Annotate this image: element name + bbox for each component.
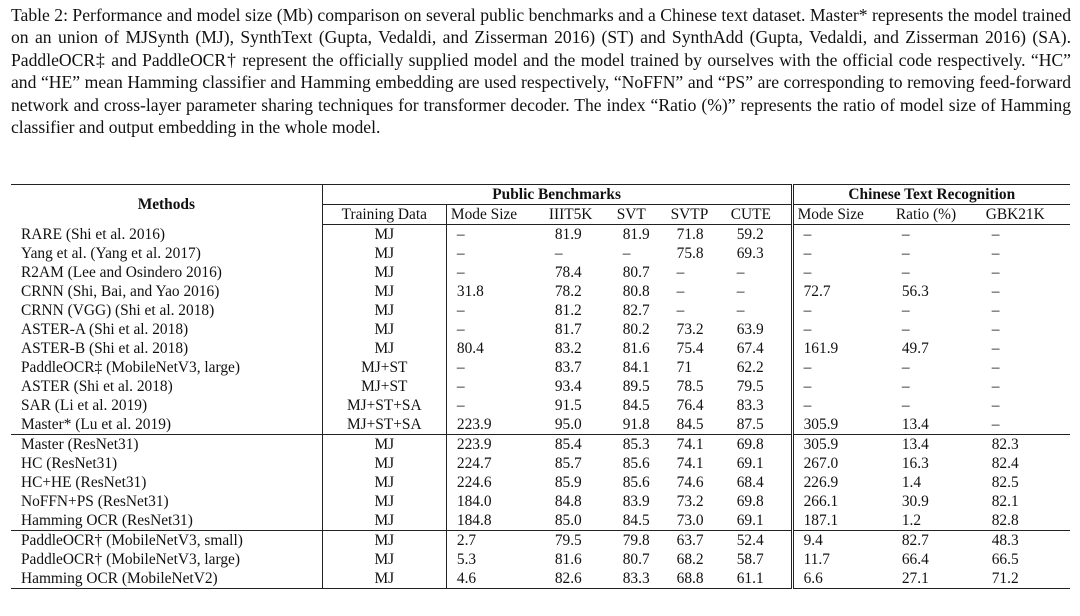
cell-ratio: 13.4 xyxy=(892,435,982,455)
cell-iiit5k: 81.2 xyxy=(554,302,582,319)
cell-svt: 79.8 xyxy=(613,531,667,551)
cell-model-size: – xyxy=(446,396,544,415)
cell-gbk21k: 82.5 xyxy=(991,474,1019,491)
cell-svt: 84.1 xyxy=(622,359,650,376)
cell-ratio: 16.3 xyxy=(901,455,929,472)
cell-model-size: – xyxy=(446,377,544,396)
cell-gbk21k: 82.3 xyxy=(982,435,1070,455)
method-cell: PaddleOCR† (MobileNetV3, large) xyxy=(21,551,240,568)
cell-gbk21k: 71.2 xyxy=(982,569,1070,589)
cell-gbk21k: – xyxy=(991,226,1000,243)
cell-svt: 91.8 xyxy=(622,416,650,433)
cell-model-size: 224.7 xyxy=(446,454,544,473)
cell-training-data: MJ xyxy=(322,282,446,301)
cell-iiit5k: 85.9 xyxy=(554,474,582,491)
cell-ratio: – xyxy=(901,264,910,281)
method-cell: HC+HE (ResNet31) xyxy=(21,474,147,491)
cell-svtp: 75.4 xyxy=(676,340,704,357)
cell-svtp: 68.8 xyxy=(667,569,727,589)
cell-cn-model-size: – xyxy=(792,301,892,320)
cell-training-data: MJ+ST+SA xyxy=(322,396,446,415)
cell-gbk21k: – xyxy=(991,283,1000,300)
cell-cn-model-size: 305.9 xyxy=(792,435,892,455)
cell-cute: 62.2 xyxy=(736,359,764,376)
cell-svt: 81.6 xyxy=(622,340,650,357)
cell-training-data: MJ xyxy=(322,301,446,320)
cell-svt: 89.5 xyxy=(622,378,650,395)
cell-iiit5k: 85.4 xyxy=(545,435,613,455)
cell-cn-model-size: – xyxy=(792,263,892,282)
cell-iiit5k: – xyxy=(554,245,563,262)
cell-cute: 83.3 xyxy=(736,397,764,414)
table-row xyxy=(11,473,1070,492)
cell-svt: 80.2 xyxy=(622,321,650,338)
cell-training-data: MJ xyxy=(322,263,446,282)
method-cell: SAR (Li et al. 2019) xyxy=(21,397,148,414)
table-row xyxy=(11,415,1070,435)
method-cell: Yang et al. (Yang et al. 2017) xyxy=(21,245,201,262)
cell-training-data: MJ xyxy=(322,492,446,511)
cell-ratio: 30.9 xyxy=(901,493,929,510)
col-header-ratio: Ratio (%) xyxy=(892,205,982,225)
table-body xyxy=(11,225,1070,589)
cell-svtp: 74.6 xyxy=(676,474,704,491)
cell-cute: 69.8 xyxy=(727,435,792,455)
col-header-cn-model-size: Mode Size xyxy=(792,205,892,225)
cell-svt: 81.9 xyxy=(622,226,650,243)
cell-ratio: 49.7 xyxy=(901,340,929,357)
cell-model-size: 80.4 xyxy=(446,339,544,358)
cell-cn-model-size: 161.9 xyxy=(792,339,892,358)
cell-iiit5k: 83.2 xyxy=(554,340,582,357)
cell-iiit5k: 85.0 xyxy=(554,512,582,529)
table-row xyxy=(11,550,1070,569)
cell-training-data: MJ xyxy=(322,454,446,473)
cell-training-data: MJ xyxy=(322,550,446,569)
cell-cn-model-size: 11.7 xyxy=(792,550,892,569)
cell-training-data: MJ xyxy=(322,320,446,339)
cell-iiit5k: 85.7 xyxy=(554,455,582,472)
cell-iiit5k: 82.6 xyxy=(545,569,613,589)
cell-cute: 69.3 xyxy=(736,245,764,262)
cell-svt: 85.6 xyxy=(622,455,650,472)
cell-gbk21k: – xyxy=(991,416,1000,433)
cell-svtp: 75.8 xyxy=(676,245,704,262)
cell-ratio: 27.1 xyxy=(892,569,982,589)
cell-iiit5k: 81.7 xyxy=(554,321,582,338)
cell-gbk21k: 82.4 xyxy=(991,455,1019,472)
table-row xyxy=(11,301,1070,320)
cell-iiit5k: 78.2 xyxy=(554,283,582,300)
method-cell: ASTER-B (Shi et al. 2018) xyxy=(21,340,189,357)
cell-model-size: – xyxy=(446,358,544,377)
method-cell: HC (ResNet31) xyxy=(21,455,118,472)
table-row xyxy=(11,531,1070,551)
table-row xyxy=(11,377,1070,396)
cell-svtp: 73.2 xyxy=(676,321,704,338)
cell-model-size: 223.9 xyxy=(446,415,544,435)
cell-cute: – xyxy=(736,302,745,319)
table-row xyxy=(11,225,1070,245)
cell-model-size: 184.0 xyxy=(446,492,544,511)
cell-svt: 84.5 xyxy=(622,512,650,529)
cell-svt: 83.3 xyxy=(613,569,667,589)
chinese-recognition-header: Chinese Text Recognition xyxy=(792,185,1070,205)
cell-cute: 58.7 xyxy=(736,551,764,568)
cell-gbk21k: 48.3 xyxy=(982,531,1070,551)
cell-svt: 80.7 xyxy=(622,551,650,568)
cell-iiit5k: 79.5 xyxy=(545,531,613,551)
cell-svt: 85.3 xyxy=(613,435,667,455)
cell-cute: 69.1 xyxy=(736,455,764,472)
method-cell: RARE (Shi et al. 2016) xyxy=(21,225,166,243)
table-caption xyxy=(11,4,1071,138)
cell-cute: 61.1 xyxy=(727,569,792,589)
cell-ratio: – xyxy=(901,378,910,395)
cell-ratio: 1.4 xyxy=(901,474,922,491)
cell-training-data: MJ xyxy=(322,531,446,551)
cell-cn-model-size: – xyxy=(792,396,892,415)
cell-cute: 69.8 xyxy=(736,493,764,510)
cell-ratio: – xyxy=(901,397,910,414)
method-cell: Hamming OCR (MobileNetV2) xyxy=(11,569,322,589)
method-cell: NoFFN+PS (ResNet31) xyxy=(21,493,169,510)
cell-cute: 68.4 xyxy=(736,474,764,491)
cell-cute: 67.4 xyxy=(736,340,764,357)
method-cell: CRNN (VGG) (Shi et al. 2018) xyxy=(21,302,215,319)
cell-training-data: MJ+ST+SA xyxy=(322,415,446,435)
table-row xyxy=(11,435,1070,455)
cell-svtp: 73.2 xyxy=(676,493,704,510)
cell-svtp: 63.7 xyxy=(667,531,727,551)
cell-iiit5k: 78.4 xyxy=(554,264,582,281)
cell-cn-model-size: 9.4 xyxy=(792,531,892,551)
cell-training-data: MJ xyxy=(322,225,446,245)
cell-ratio: 13.4 xyxy=(901,416,929,433)
cell-iiit5k: 93.4 xyxy=(554,378,582,395)
cell-gbk21k: 66.5 xyxy=(991,551,1019,568)
table-row xyxy=(11,396,1070,415)
cell-ratio: – xyxy=(901,226,910,243)
cell-iiit5k: 95.0 xyxy=(554,416,582,433)
cell-cute: – xyxy=(736,264,745,281)
col-header-training-data: Training Data xyxy=(322,205,446,225)
cell-cn-model-size: – xyxy=(792,320,892,339)
cell-iiit5k: 81.6 xyxy=(554,551,582,568)
table-row xyxy=(11,358,1070,377)
cell-model-size: 5.3 xyxy=(446,550,544,569)
cell-model-size: 224.6 xyxy=(446,473,544,492)
cell-model-size: – xyxy=(446,301,544,320)
col-header-cute: CUTE xyxy=(727,205,792,225)
cell-cn-model-size: 266.1 xyxy=(792,492,892,511)
cell-cn-model-size: 72.7 xyxy=(792,282,892,301)
method-cell: PaddleOCR† (MobileNetV3, small) xyxy=(11,531,322,551)
cell-cn-model-size: – xyxy=(792,358,892,377)
method-cell: R2AM (Lee and Osindero 2016) xyxy=(21,264,222,281)
methods-header: Methods xyxy=(11,185,322,225)
col-header-svtp: SVTP xyxy=(667,205,727,225)
table-row xyxy=(11,263,1070,282)
cell-cute: – xyxy=(736,283,745,300)
cell-cute: 63.9 xyxy=(736,321,764,338)
cell-cn-model-size: 226.9 xyxy=(792,473,892,492)
cell-cn-model-size: – xyxy=(792,244,892,263)
cell-model-size: 223.9 xyxy=(446,435,544,455)
cell-svt: 85.6 xyxy=(622,474,650,491)
method-cell: PaddleOCR‡ (MobileNetV3, large) xyxy=(21,359,240,376)
cell-model-size: 4.6 xyxy=(446,569,544,589)
cell-svtp: 76.4 xyxy=(676,397,704,414)
cell-training-data: MJ xyxy=(322,569,446,589)
cell-svtp: 78.5 xyxy=(676,378,704,395)
cell-cn-model-size: – xyxy=(792,225,892,245)
cell-svtp: 68.2 xyxy=(676,551,704,568)
cell-svtp: 73.0 xyxy=(676,512,704,529)
cell-ratio: 1.2 xyxy=(901,512,922,529)
cell-svt: – xyxy=(622,245,631,262)
col-header-iiit5k: IIIT5K xyxy=(545,205,613,225)
cell-svtp: 71.8 xyxy=(676,226,704,243)
cell-gbk21k: – xyxy=(991,264,1000,281)
cell-ratio: 66.4 xyxy=(901,551,929,568)
cell-ratio: 82.7 xyxy=(892,531,982,551)
cell-gbk21k: 82.1 xyxy=(991,493,1019,510)
cell-svtp: 74.1 xyxy=(667,435,727,455)
cell-cute: 52.4 xyxy=(727,531,792,551)
table-row xyxy=(11,454,1070,473)
cell-cute: 79.5 xyxy=(736,378,764,395)
cell-training-data: MJ xyxy=(322,511,446,531)
cell-model-size: 184.8 xyxy=(446,511,544,531)
cell-svt: 84.5 xyxy=(622,397,650,414)
cell-cn-model-size: 6.6 xyxy=(792,569,892,589)
cell-gbk21k: – xyxy=(991,245,1000,262)
cell-gbk21k: – xyxy=(991,378,1000,395)
table-row xyxy=(11,492,1070,511)
cell-svtp: 71 xyxy=(676,359,693,376)
cell-svt: 80.8 xyxy=(622,283,650,300)
table-header-row xyxy=(11,185,1070,205)
cell-cn-model-size: – xyxy=(792,377,892,396)
cell-svt: 80.7 xyxy=(622,264,650,281)
table-row xyxy=(11,569,1070,589)
cell-cute: 69.1 xyxy=(736,512,764,529)
results-table xyxy=(11,184,1070,589)
cell-ratio: – xyxy=(901,359,910,376)
cell-svtp: – xyxy=(676,283,685,300)
cell-ratio: – xyxy=(901,245,910,262)
table-row xyxy=(11,244,1070,263)
cell-gbk21k: – xyxy=(991,359,1000,376)
table-row xyxy=(11,339,1070,358)
method-cell: Master (ResNet31) xyxy=(11,435,322,455)
cell-cn-model-size: 305.9 xyxy=(792,415,892,435)
method-cell: CRNN (Shi, Bai, and Yao 2016) xyxy=(21,283,220,300)
cell-ratio: – xyxy=(901,302,910,319)
table-row xyxy=(11,320,1070,339)
method-cell: Master* (Lu et al. 2019) xyxy=(21,416,172,433)
cell-iiit5k: 83.7 xyxy=(554,359,582,376)
cell-svt: 82.7 xyxy=(622,302,650,319)
cell-gbk21k: – xyxy=(991,302,1000,319)
col-header-svt: SVT xyxy=(613,205,667,225)
cell-ratio: 56.3 xyxy=(901,283,929,300)
cell-svt: 83.9 xyxy=(622,493,650,510)
public-benchmarks-header: Public Benchmarks xyxy=(322,185,792,205)
cell-training-data: MJ xyxy=(322,244,446,263)
cell-model-size: 31.8 xyxy=(446,282,544,301)
col-header-model-size: Mode Size xyxy=(446,205,544,225)
cell-model-size: – xyxy=(446,263,544,282)
cell-gbk21k: 82.8 xyxy=(991,512,1019,529)
cell-svtp: – xyxy=(676,302,685,319)
cell-cute: 59.2 xyxy=(736,226,764,243)
method-cell: ASTER-A (Shi et al. 2018) xyxy=(21,321,189,338)
cell-model-size: – xyxy=(446,320,544,339)
cell-model-size: – xyxy=(446,225,544,245)
cell-cn-model-size: 187.1 xyxy=(792,511,892,531)
cell-cn-model-size: 267.0 xyxy=(792,454,892,473)
cell-svtp: 84.5 xyxy=(676,416,704,433)
cell-gbk21k: – xyxy=(991,321,1000,338)
cell-model-size: – xyxy=(446,244,544,263)
cell-training-data: MJ xyxy=(322,473,446,492)
cell-cute: 87.5 xyxy=(736,416,764,433)
cell-iiit5k: 91.5 xyxy=(554,397,582,414)
method-cell: Hamming OCR (ResNet31) xyxy=(21,512,193,529)
cell-ratio: – xyxy=(901,321,910,338)
cell-training-data: MJ+ST xyxy=(322,377,446,396)
cell-training-data: MJ+ST xyxy=(322,358,446,377)
table-row xyxy=(11,282,1070,301)
cell-iiit5k: 81.9 xyxy=(554,226,582,243)
col-header-gbk21k: GBK21K xyxy=(982,205,1070,225)
cell-svtp: 74.1 xyxy=(676,455,704,472)
cell-model-size: 2.7 xyxy=(446,531,544,551)
cell-gbk21k: – xyxy=(991,340,1000,357)
caption-text: Table 2: Performance and model size (Mb) comparison on several public benchmarks and a Chinese text dataset. Master* represents the model trained on an union of MJSynth (MJ), SynthText (Gupta, Vedaldi, and Zisserman 2016) (ST) and SynthAdd (Gupta, Vedaldi, and Zisserman 2016) (SA). PaddleOCR‡ and PaddleOCR† represent the officially supplied model and the model trained by ourselves with the official code respectively. “HC” and “HE” mean Hamming classifier and Hamming embedding are used respectively, “NoFFN” and “PS” are corresponding to removing feed-forward network and cross-layer parameter sharing techniques for transformer decoder. The index “Ratio (%)” represents the ratio of model size of Hamming classifier and output embedding in the whole model. xyxy=(11,5,1071,138)
cell-training-data: MJ xyxy=(322,435,446,455)
cell-gbk21k: – xyxy=(991,397,1000,414)
cell-iiit5k: 84.8 xyxy=(554,493,582,510)
method-cell: ASTER (Shi et al. 2018) xyxy=(21,378,173,395)
cell-training-data: MJ xyxy=(322,339,446,358)
table-row xyxy=(11,511,1070,531)
cell-svtp: – xyxy=(676,264,685,281)
